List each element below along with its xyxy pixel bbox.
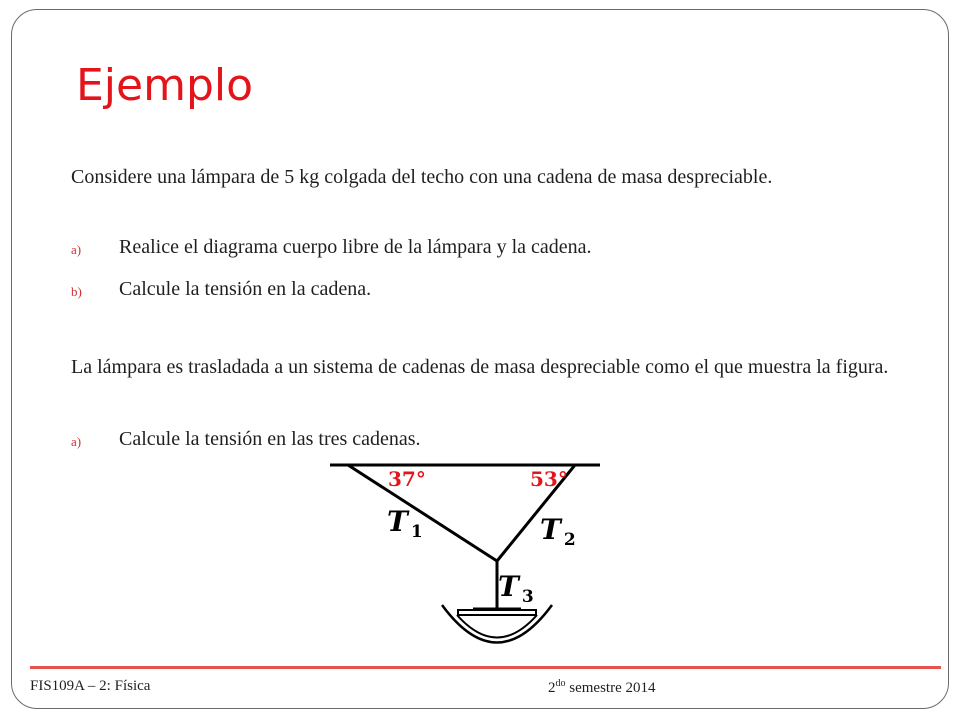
semester-number: 2 (548, 680, 556, 696)
tension-t2-letter: T (540, 513, 561, 546)
tension-diagram (330, 455, 620, 660)
lamp-cap (458, 610, 536, 615)
tension-t2-label (540, 513, 576, 550)
list-marker: b) (71, 284, 82, 299)
list-marker: a) (71, 242, 82, 257)
angle-37-label: 37° (388, 467, 426, 491)
list-marker: a) (71, 434, 82, 449)
footer-rule (30, 666, 941, 669)
footer-semester (548, 678, 655, 697)
list-item-text: Realice el diagrama cuerpo libre de la lámpara y la cadena. (119, 236, 592, 258)
semester-text: semestre 2014 (565, 680, 656, 696)
tension-t1-sub: 1 (410, 522, 423, 542)
tension-t2-sub: 2 (563, 530, 576, 550)
problem-statement-2: La lámpara es trasladada a un sistema de cadenas de masa despreciable como el que muestra la figura. (71, 356, 889, 378)
tension-t3-letter: T (498, 570, 519, 603)
list-item-text: Calcule la tensión en las tres cadenas. (119, 428, 421, 450)
semester-ordinal: do (555, 678, 566, 689)
problem-statement: Considere una lámpara de 5 kg colgada del techo con una cadena de masa despreciable. (71, 166, 773, 188)
angle-53-label: 53° (530, 467, 568, 491)
tension-t3-label (498, 570, 534, 607)
list-item-text: Calcule la tensión en la cadena. (119, 278, 372, 300)
lamp (442, 605, 552, 643)
tension-t3-sub: 3 (521, 587, 534, 607)
slide-title: Ejemplo (76, 60, 254, 111)
footer-course: FIS109A – 2: Física (30, 678, 151, 694)
tension-t1-letter: T (387, 505, 408, 538)
